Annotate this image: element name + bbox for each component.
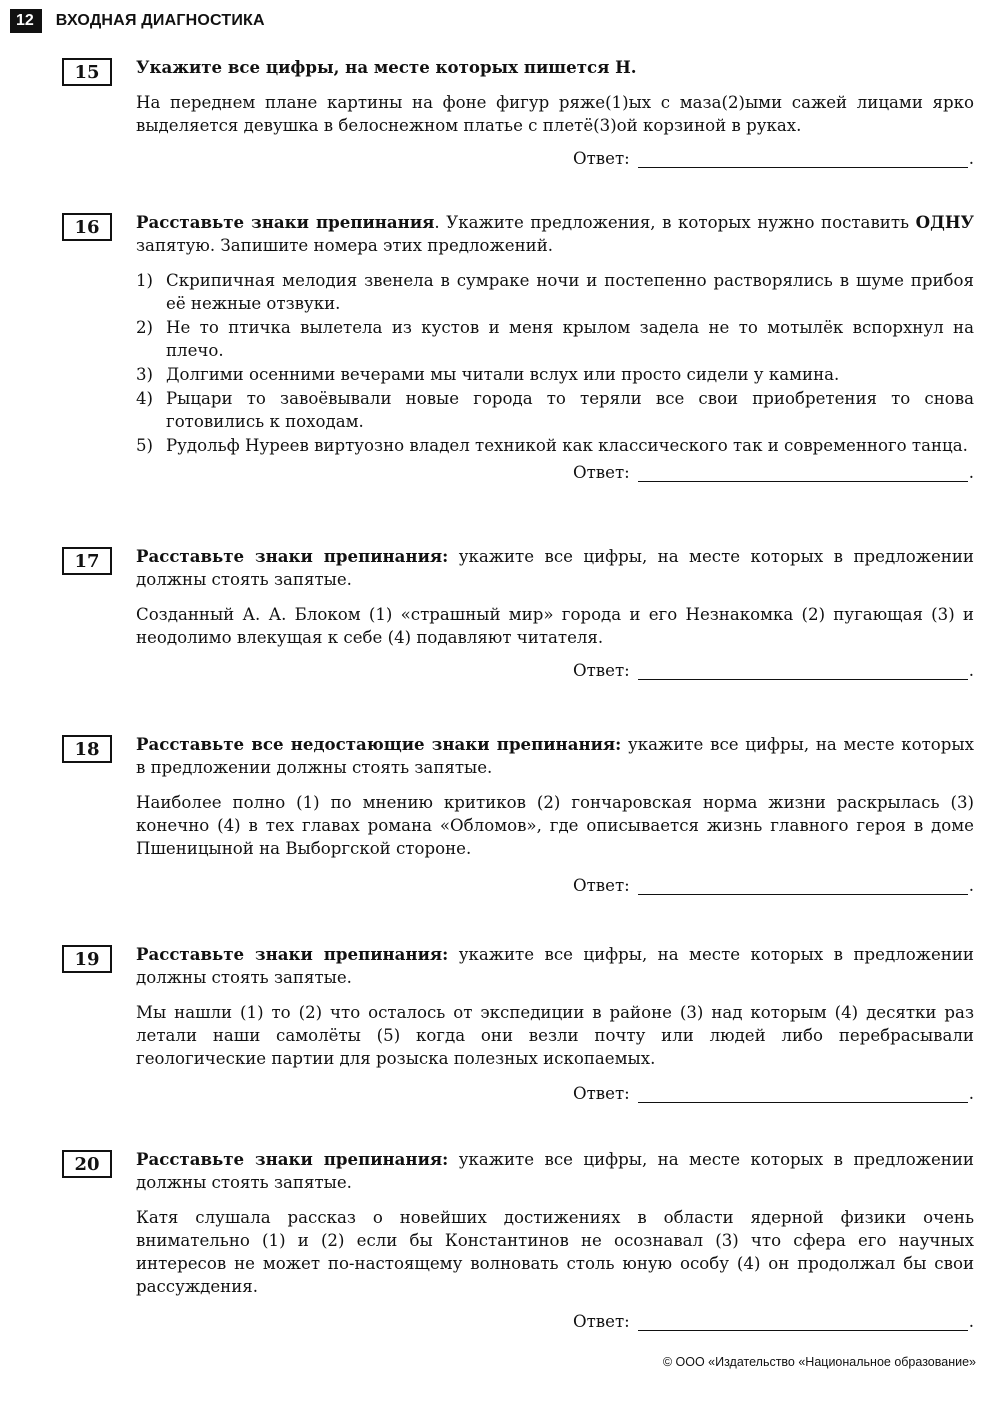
task-instruction: Укажите все цифры, на месте которых пишется Н.: [136, 57, 637, 77]
task-18: [62, 733, 974, 895]
answer-field: Ответ: .: [573, 876, 974, 895]
answer-label: Ответ:: [573, 1312, 630, 1331]
page-header: [10, 8, 265, 34]
task-number-box: 19: [62, 945, 112, 973]
list-item: 3) Долгими осенними вечерами мы читали вслух или просто сидели у камина.: [136, 365, 840, 384]
task-17: [62, 545, 974, 680]
task-number-box: 17: [62, 547, 112, 575]
task-16: [62, 211, 974, 482]
task-15: [62, 56, 974, 168]
task-20: [62, 1148, 974, 1331]
task-instruction: Расставьте знаки препинания. Укажите предложения, в которых нужно поставить ОДНУ запятую. Запишите номера этих предложений.: [136, 212, 974, 255]
answer-line[interactable]: [638, 876, 968, 895]
answer-label: Ответ:: [573, 661, 630, 680]
list-item: 4) Рыцари то завоёвывали новые города то теряли все свои приобретения то снова готовились к походам.: [136, 389, 974, 431]
task-instruction: Расставьте знаки препинания: укажите все цифры, на месте которых в предложении должны стоять запятые.: [136, 944, 974, 987]
page-number: 12: [10, 9, 42, 33]
list-item: 2) Не то птичка вылетела из кустов и меня крылом задела не то мотылёк вспорхнул на плечо.: [136, 318, 974, 360]
answer-field: Ответ: .: [573, 149, 974, 168]
answer-line[interactable]: [638, 661, 968, 680]
answer-label: Ответ:: [573, 1084, 630, 1103]
section-title: ВХОДНАЯ ДИАГНОСТИКА: [55, 12, 265, 29]
answer-field: Ответ: .: [573, 1084, 974, 1103]
answer-line[interactable]: [638, 1312, 968, 1331]
answer-field: Ответ: .: [573, 463, 974, 482]
answer-line[interactable]: [638, 463, 968, 482]
task-instruction: Расставьте все недостающие знаки препинания: укажите все цифры, на месте которых в предложении должны стоять запятые.: [136, 734, 974, 777]
task-instruction: Расставьте знаки препинания: укажите все цифры, на месте которых в предложении должны стоять запятые.: [136, 1149, 974, 1192]
answer-line[interactable]: [638, 149, 968, 168]
list-item: 5) Рудольф Нуреев виртуозно владел техникой как классического так и современного танца.: [136, 436, 968, 455]
options-list: [136, 269, 974, 457]
task-text: Созданный А. А. Блоком (1) «страшный мир» города и его Незнакомка (2) пугающая (3) и неодолимо влекущая к себе (4) подавляют читателя.: [136, 605, 974, 647]
answer-label: Ответ:: [573, 463, 630, 482]
answer-field: Ответ: .: [573, 1312, 974, 1331]
task-text: Мы нашли (1) то (2) что осталось от экспедиции в районе (3) над которым (4) десятки раз летали наши самолёты (5) когда они везли почту или людей либо перебрасывали геологические партии для розыска полезных ископаемых.: [136, 1003, 974, 1068]
answer-line[interactable]: [638, 1084, 968, 1103]
task-number-box: 20: [62, 1150, 112, 1178]
copyright-footer: © ООО «Издательство «Национальное образование»: [662, 1355, 976, 1369]
answer-label: Ответ:: [573, 149, 630, 168]
task-instruction: Расставьте знаки препинания: укажите все цифры, на месте которых в предложении должны стоять запятые.: [136, 546, 974, 589]
answer-label: Ответ:: [573, 876, 630, 895]
task-number-box: 15: [62, 58, 112, 86]
task-text: На переднем плане картины на фоне фигур ряже(1)ых с маза(2)ыми сажей лицами ярко выделяется девушка в белоснежном платье с плетё(3)ой корзиной в руках.: [136, 93, 974, 135]
answer-field: Ответ: .: [573, 661, 974, 680]
task-text: Катя слушала рассказ о новейших достижениях в области ядерной физики очень внимательно (1) и (2) если бы Константинов не осознавал (3) что сфера его научных интересов не может по-настоящему волновать столь юную особу (4) он продолжал бы свои рассуждения.: [136, 1208, 974, 1296]
task-number-box: 16: [62, 213, 112, 241]
task-text: Наиболее полно (1) по мнению критиков (2) гончаровская норма жизни раскрылась (3) конечно (4) в тех главах романа «Обломов», где описывается жизнь главного героя в доме Пшеницыной на Выборгской стороне.: [136, 793, 974, 858]
task-number-box: 18: [62, 735, 112, 763]
list-item: 1) Скрипичная мелодия звенела в сумраке ночи и постепенно растворялись в шуме прибоя её нежные отзвуки.: [136, 271, 974, 313]
task-19: [62, 943, 974, 1103]
